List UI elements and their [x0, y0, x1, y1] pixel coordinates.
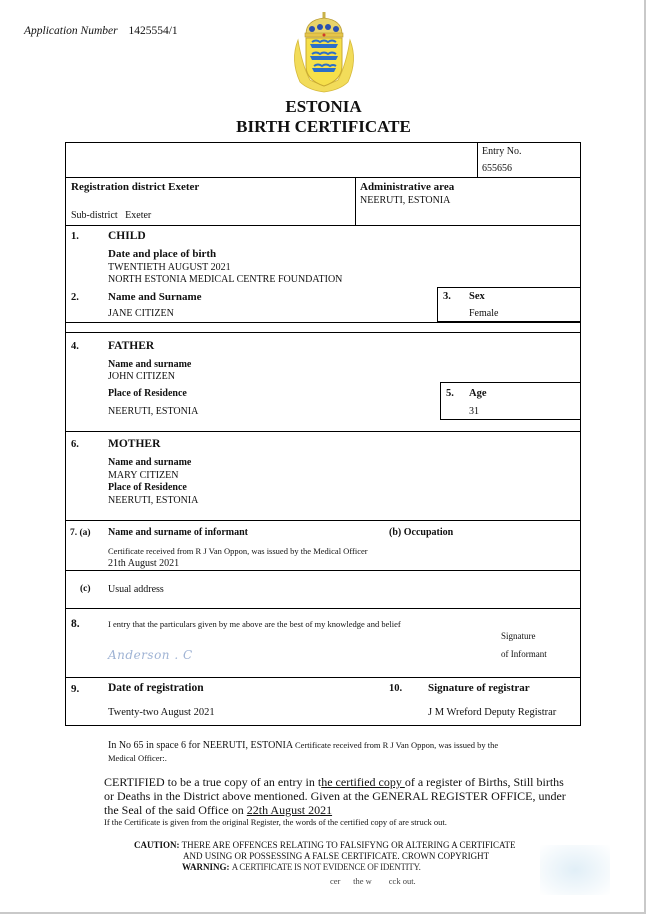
date-of-birth: TWENTIETH AUGUST 2021 [108, 262, 231, 273]
entry-divider [477, 142, 478, 178]
age-number: 5. [446, 388, 454, 399]
mother-name-label: Name and surname [108, 457, 192, 468]
page-edge-bottom [0, 912, 646, 914]
registration-date-label: Date of registration [108, 682, 204, 694]
caution-label: CAUTION: [134, 840, 180, 850]
warning-label: WARNING: [182, 862, 230, 872]
entry-number: 655656 [482, 163, 512, 174]
declaration-text: I entry that the particulars given by me above are the best of my knowledge and belief [108, 619, 401, 629]
father-number: 4. [71, 341, 79, 352]
age-value: 31 [469, 406, 479, 417]
country-title: ESTONIA [285, 97, 362, 116]
father-residence-value: NEERUTI, ESTONIA [108, 406, 199, 417]
certified-line1 [104, 775, 564, 790]
registration-divider [355, 177, 356, 226]
sex-value: Female [469, 308, 499, 319]
sex-label: Sex [469, 291, 485, 302]
certified-text-a: CERTIFIED to be a true copy of an entry in t [104, 775, 322, 789]
certified-seal-text: the Seal of the said Office on [104, 803, 247, 817]
informant-number: 7. (a) [70, 528, 91, 538]
subdistrict [71, 210, 151, 221]
registration-date-number: 9. [71, 683, 80, 695]
caution-line2: AND USING OR POSSESSING A FALSE CERTIFICATE. CROWN COPYRIGHT [183, 851, 490, 861]
registration-date-value: Twenty-two August 2021 [108, 707, 215, 718]
certified-date: 22th August 2021 [246, 803, 333, 817]
certified-copy-underlined: he certified copy [321, 775, 405, 789]
entry-label: Entry No. [482, 146, 522, 157]
certified-line3 [104, 803, 332, 818]
age-label: Age [469, 388, 487, 399]
certified-line2: or Deaths in the District above mentioned. Given at the GENERAL REGISTER OFFICE, under [104, 789, 566, 803]
space-note-line1 [108, 740, 498, 751]
mother-residence-value: NEERUTI, ESTONIA [108, 495, 199, 506]
admin-area-label: Administrative area [360, 181, 455, 193]
signature-label-2: of Informant [501, 649, 547, 659]
subdistrict-value: Exeter [125, 210, 152, 221]
coat-of-arms-icon [288, 10, 360, 94]
left-border-gap [65, 322, 66, 333]
subdistrict-label: Sub-district [71, 210, 118, 221]
father-residence-label: Place of Residence [108, 388, 187, 399]
place-of-birth: NORTH ESTONIA MEDICAL CENTRE FOUNDATION [108, 274, 343, 285]
warning-text: A CERTIFICATE IS NOT EVIDENCE OF IDENTITY. [231, 862, 421, 872]
space-note-a: In No 65 in space 6 for NEERUTI, ESTONIA [108, 740, 293, 751]
mother-heading: MOTHER [108, 438, 161, 450]
dob-place-label: Date and place of birth [108, 248, 217, 260]
garbled-line: cer the w cck out. [330, 876, 416, 886]
child-name-label: Name and Surname [108, 291, 202, 303]
informant-details-line2: 21th August 2021 [108, 558, 180, 569]
warning-line [182, 862, 421, 872]
father-heading: FATHER [108, 340, 155, 352]
informant-signature: Anderson . C [108, 648, 193, 662]
registrar-label: Signature of registrar [428, 682, 530, 694]
declaration-number: 8. [71, 618, 80, 630]
mother-number: 6. [71, 439, 79, 450]
usual-address-number: (c) [80, 584, 91, 594]
usual-address-label: Usual address [108, 584, 164, 595]
father-name-label: Name and surname [108, 359, 192, 370]
application-number-value: 1425554/1 [128, 25, 178, 37]
space-note-b: Certificate received from R J Van Oppon, was issued by the [295, 740, 499, 750]
mother-name-value: MARY CITIZEN [108, 470, 179, 481]
certified-text-b: of a register of Births, Still births [404, 775, 564, 789]
space-note-line2: Medical Officer:. [108, 753, 167, 763]
occupation-label: (b) Occupation [389, 527, 454, 538]
age-box [440, 382, 581, 420]
sex-number: 3. [443, 291, 451, 302]
sex-box [437, 287, 581, 322]
right-border-gap [580, 322, 581, 333]
scan-smudge [540, 845, 610, 895]
child-heading: CHILD [108, 230, 146, 242]
child-name-number: 2. [71, 292, 79, 303]
document-title: BIRTH CERTIFICATE [236, 117, 411, 136]
application-number-label: Application Number [24, 25, 118, 37]
child-number: 1. [71, 231, 79, 242]
caution-line1 [134, 840, 516, 850]
signature-label-1: Signature [501, 631, 536, 641]
father-name-value: JOHN CITIZEN [108, 371, 175, 382]
caution-text-1: THERE ARE OFFENCES RELATING TO FALSIFYNG OR ALTERING A CERTIFICATE [181, 840, 516, 850]
informant-details-line1: Certificate received from R J Van Oppon, was issued by the Medical Officer [108, 546, 368, 556]
child-name-value: JANE CITIZEN [108, 308, 174, 319]
mother-residence-label: Place of Residence [108, 482, 187, 493]
registrar-number: 10. [389, 683, 403, 694]
struck-out-note: If the Certificate is given from the original Register, the words of the certified copy of are struck out. [104, 817, 447, 827]
registration-district: Registration district Exeter [71, 181, 200, 193]
application-number [24, 25, 178, 37]
admin-area-value: NEERUTI, ESTONIA [360, 195, 451, 206]
informant-name-label: Name and surname of informant [108, 527, 248, 538]
registrar-value: J M Wreford Deputy Registrar [428, 707, 557, 718]
